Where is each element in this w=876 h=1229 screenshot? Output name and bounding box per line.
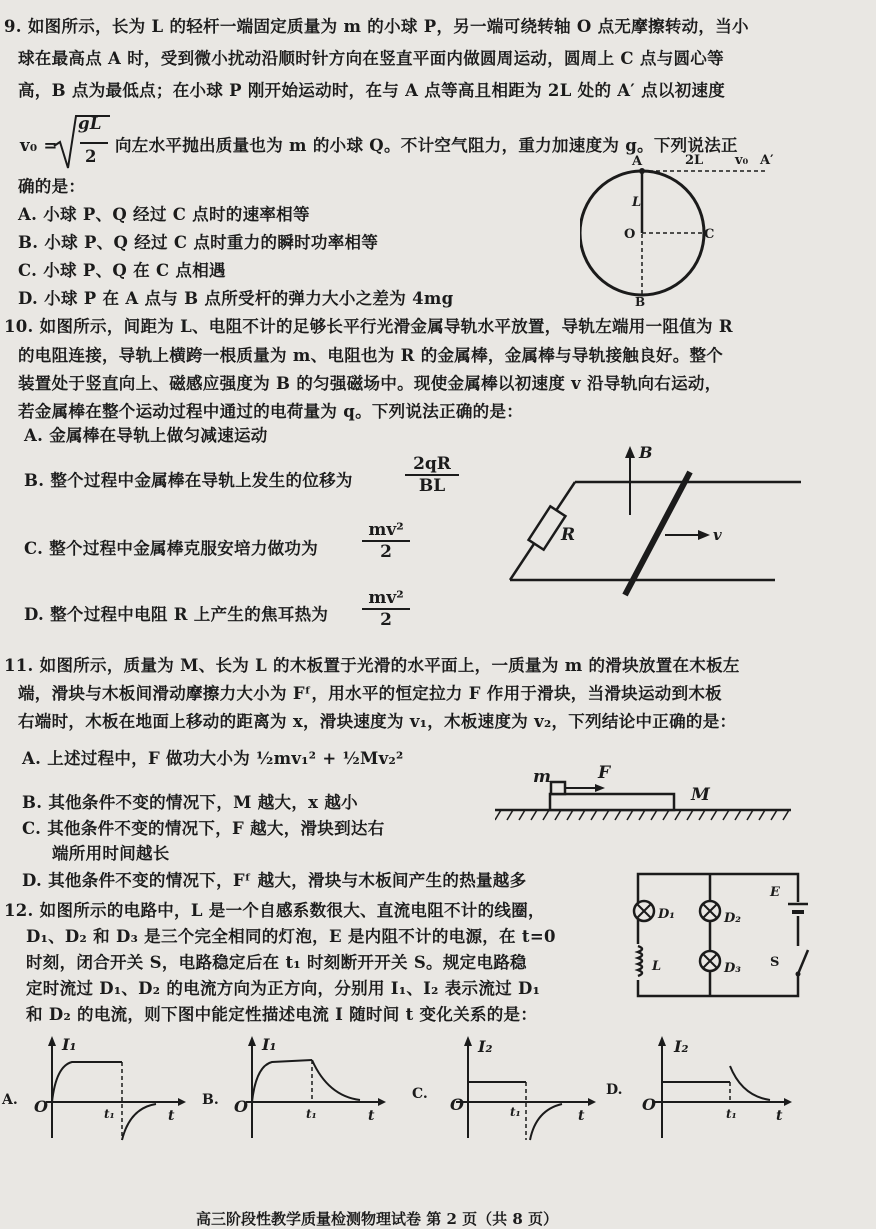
q10-option-a: A. 金属棒在导轨上做匀减速运动 [24,426,268,445]
q10-label-r: R [561,525,576,545]
q10-rail-diagram [505,440,805,600]
q10-c-den: 2 [380,542,392,562]
q11-option-d: D. 其他条件不变的情况下，Fᶠ 越大，滑块与木板间产生的热量越多 [22,871,527,890]
q10-line-2: 的电阻连接，导轨上横跨一根质量为 m、电阻也为 R 的金属棒，金属棒与导轨接触良好。整个 [18,346,724,365]
q9-v0-label: v₀ = [20,136,58,155]
q11-option-a: A. 上述过程中，F 做功大小为 ½mv₁² + ½Mv₂² [22,749,404,768]
graph-a [0,1030,200,1150]
q12-line-3: 时刻，闭合开关 S，电路稳定后在 t₁ 时刻断开开关 S。规定电路稳 [26,953,527,972]
q10-option-c: C. 整个过程中金属棒克服安培力做功为 [24,539,319,558]
q9-option-b: B. 小球 P、Q 经过 C 点时重力的瞬时功率相等 [18,233,379,252]
q9-option-a: A. 小球 P、Q 经过 C 点时的速率相等 [18,205,310,224]
graph-c-ylabel: I₂ [478,1037,493,1056]
q9-label-c: C [704,227,715,242]
q9-circle-diagram [580,148,840,308]
q11-board-diagram [495,758,795,828]
graph-d-option: D. [606,1082,623,1098]
q12-line-4: 定时流过 D₁、D₂ 的电流方向为正方向，分别用 I₁、I₂ 表示流过 D₁ [26,979,541,998]
q10-line-4: 若金属棒在整个运动过程中通过的电荷量为 q。下列说法正确的是： [18,402,524,421]
graph-b [200,1030,400,1150]
q12-line-1: 12. 如图所示的电路中，L 是一个自感系数很大、直流电阻不计的线圈， [4,901,545,920]
graph-d-t1: t₁ [726,1107,737,1121]
q10-option-d: D. 整个过程中电阻 R 上产生的焦耳热为 [24,605,329,624]
q9-line-5: 确的是： [18,177,86,196]
q9-sqrt-denominator: 2 [85,147,97,166]
q10-b-den: BL [418,476,446,496]
graph-c-option: C. [412,1086,428,1102]
q11-label-f: F [598,763,611,783]
q9-line-4: 向左水平抛出质量也为 m 的小球 Q。不计空气阻力，重力加速度为 g。下列说法正 [115,136,738,155]
graph-a-xlabel: t [168,1108,175,1124]
circuit-label-d2: D₂ [724,911,741,926]
q11-option-c-line-1: C. 其他条件不变的情况下，F 越大，滑块到达右 [22,819,385,838]
graph-b-option: B. [202,1092,219,1108]
q11-label-big-m: M [691,785,710,805]
q10-c-num: mv² [362,520,410,542]
q9-label-b: B [635,295,646,308]
q10-label-b: B [639,443,653,462]
q9-option-c: C. 小球 P、Q 在 C 点相遇 [18,261,226,280]
graph-a-origin: O [34,1097,48,1116]
circuit-label-s: S [770,955,780,970]
q9-line-1: 9. 如图所示，长为 L 的轻杆一端固定质量为 m 的小球 P，另一端可绕转轴 O 点无摩擦转动，当小 [4,17,749,36]
q11-line-3: 右端时，木板在地面上移动的距离为 x，滑块速度为 v₁，木板速度为 v₂，下列结论中正确的是： [18,712,737,731]
circuit-label-l: L [652,959,662,974]
q9-label-v0: v₀ [735,153,749,168]
graph-c-origin: O [450,1095,464,1114]
q10-option-b: B. 整个过程中金属棒在导轨上发生的位移为 [24,471,353,490]
graph-b-xlabel: t [368,1108,375,1124]
q10-line-3: 装置处于竖直向上、磁感应强度为 B 的匀强磁场中。现使金属棒以初速度 v 沿导轨向右运动， [18,374,722,393]
q9-label-a-prime: A′ [760,153,774,168]
graph-c-xlabel: t [578,1108,585,1124]
q9-label-l: L [632,195,642,210]
circuit-label-d1: D₁ [658,907,675,922]
q11-label-m: m [533,767,551,787]
q11-option-b: B. 其他条件不变的情况下，M 越大，x 越小 [22,793,358,812]
q12-circuit-diagram [630,866,810,1001]
q9-label-a: A [632,154,643,169]
graph-b-origin: O [234,1097,248,1116]
graph-c-t1: t₁ [510,1105,521,1119]
graph-d-xlabel: t [776,1108,783,1124]
graph-d [600,1030,800,1150]
q10-option-c-fraction [362,520,410,562]
q10-label-v: v [713,526,722,544]
graph-a-t1: t₁ [104,1107,115,1121]
q9-sqrt-numerator: gL [78,114,102,133]
circuit-label-d3: D₃ [724,961,741,976]
q11-line-1: 11. 如图所示，质量为 M、长为 L 的木板置于光滑的水平面上，一质量为 m 的滑块放置在木板左 [4,656,740,675]
q12-line-5: 和 D₂ 的电流，则下图中能定性描述电流 I 随时间 t 变化关系的是： [26,1005,538,1024]
q9-label-2l: 2L [685,153,704,168]
graph-b-ylabel: I₁ [262,1035,277,1054]
graph-a-ylabel: I₁ [62,1035,77,1054]
q11-line-2: 端，滑块与木板间滑动摩擦力大小为 Fᶠ，用水平的恒定拉力 F 作用于滑块，当滑块运动到木板 [18,684,722,703]
q10-option-b-fraction [405,454,459,496]
graph-c [410,1030,610,1150]
q9-line-2: 球在最高点 A 时，受到微小扰动沿顺时针方向在竖直平面内做圆周运动，圆周上 C 点与圆心等 [18,49,724,68]
q11-option-c-line-2: 端所用时间越长 [52,844,170,863]
page-footer: 高三阶段性教学质量检测物理试卷 第 2 页（共 8 页） [196,1210,558,1228]
graph-b-t1: t₁ [306,1107,317,1121]
q10-d-den: 2 [380,610,392,630]
q9-label-o: O [624,227,636,242]
graph-d-origin: O [642,1095,656,1114]
q10-line-1: 10. 如图所示，间距为 L、电阻不计的足够长平行光滑金属导轨水平放置，导轨左端用一阻值为 R [4,317,733,336]
circuit-label-e: E [770,885,780,900]
graph-d-ylabel: I₂ [674,1037,689,1056]
q9-option-d: D. 小球 P 在 A 点与 B 点所受杆的弹力大小之差为 4mg [18,289,454,308]
q10-d-num: mv² [362,588,410,610]
q12-line-2: D₁、D₂ 和 D₃ 是三个完全相同的灯泡，E 是内阻不计的电源，在 t=0 [26,927,556,946]
q10-b-num: 2qR [405,454,459,476]
graph-a-option: A. [2,1092,18,1108]
q10-option-d-fraction [362,588,410,630]
q9-line-3: 高，B 点为最低点；在小球 P 刚开始运动时，在与 A 点等高且相距为 2L 处的 A′ 点以初速度 [18,81,726,100]
ground-hatching [495,810,789,820]
